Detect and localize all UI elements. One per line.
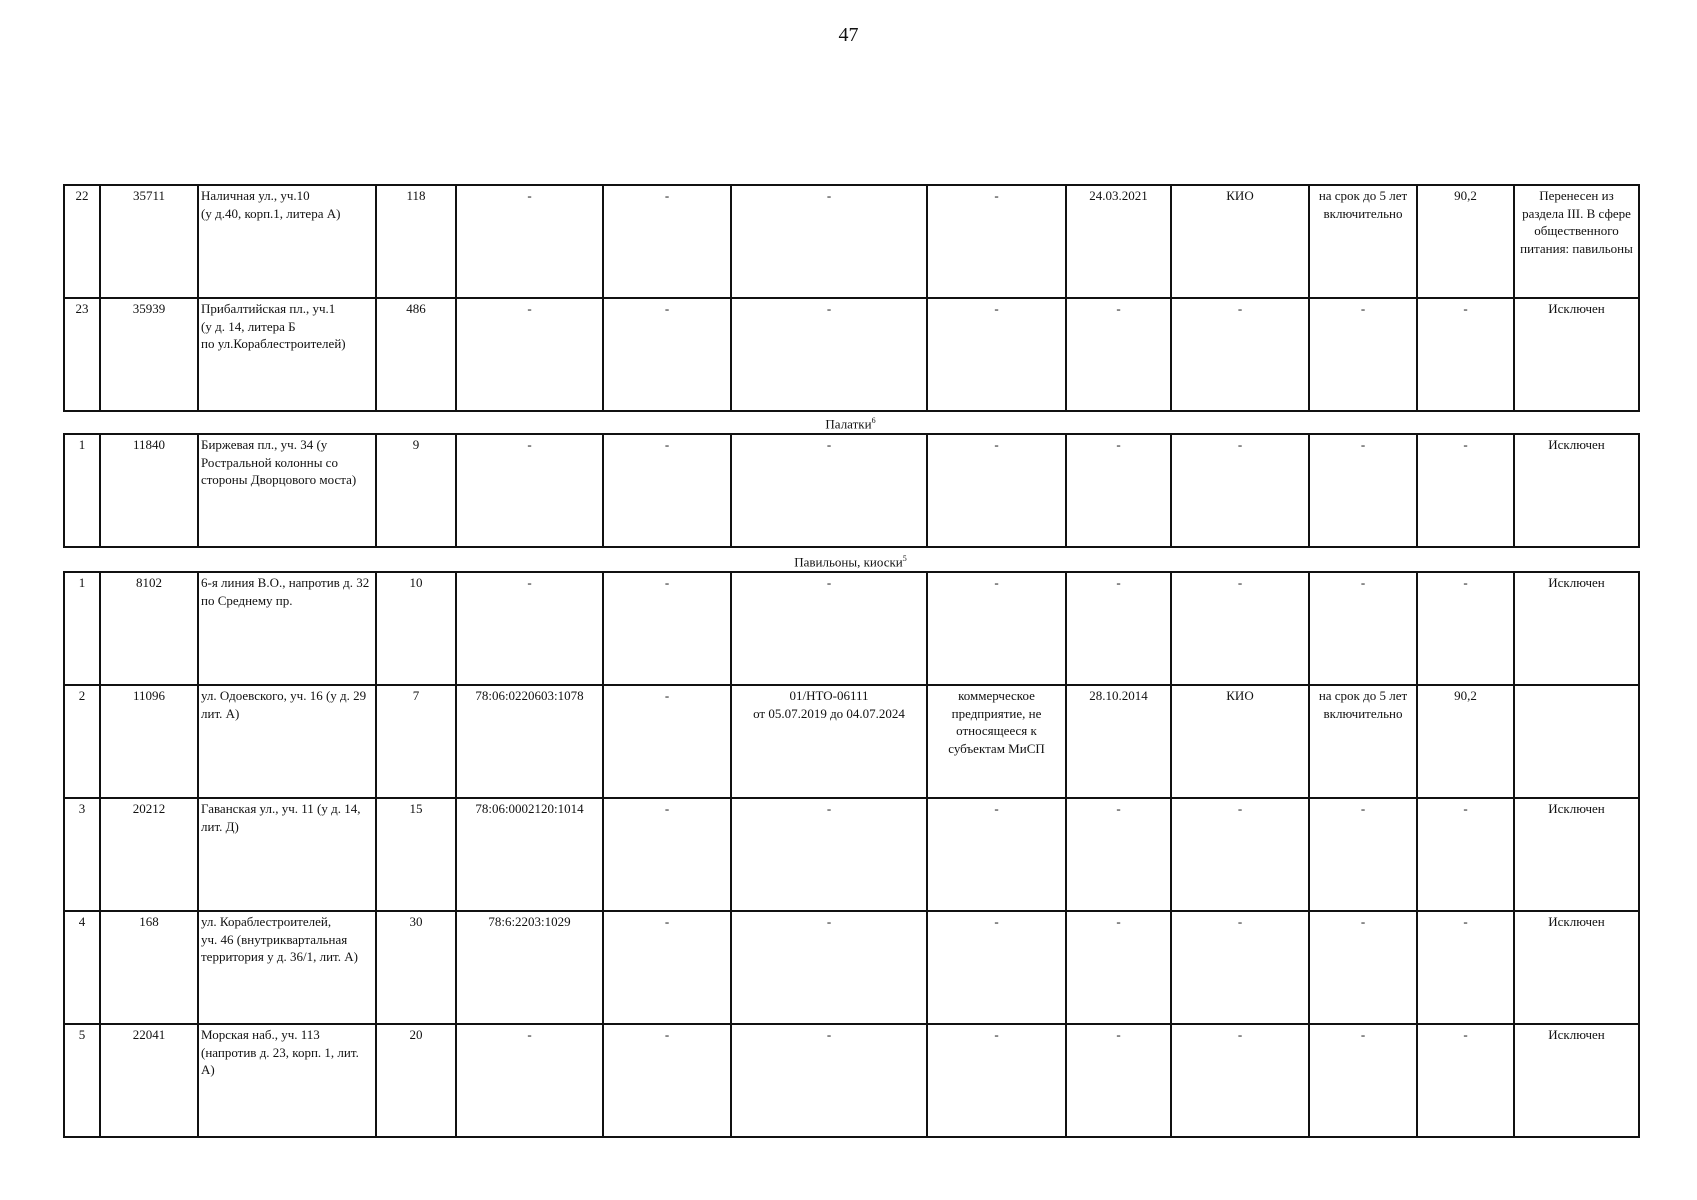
cell-term: -: [1309, 572, 1417, 685]
cell-address: Прибалтийская пл., уч.1 (у д. 14, литера Б по ул.Кораблестроителей): [198, 298, 376, 411]
cell-note: [1514, 685, 1639, 798]
cell-cadastral: -: [456, 572, 603, 685]
section-title-text: Палатки: [825, 416, 872, 432]
cell-note: Исключен: [1514, 911, 1639, 1024]
cell-term: -: [1309, 434, 1417, 547]
cell-subject: -: [927, 434, 1066, 547]
cell-address: ул. Одоевского, уч. 16 (у д. 29 лит. А): [198, 685, 376, 798]
cell-term: -: [1309, 1024, 1417, 1137]
cell-term: -: [1309, 798, 1417, 911]
cell-authority: -: [1171, 434, 1309, 547]
cell-date: 24.03.2021: [1066, 185, 1171, 298]
table-row: [64, 572, 1639, 685]
cell-col6: -: [603, 434, 731, 547]
cell-authority: -: [1171, 1024, 1309, 1137]
cell-term: -: [1309, 911, 1417, 1024]
cell-rate: -: [1417, 798, 1514, 911]
footnote-mark: 5: [902, 554, 907, 563]
cell-cadastral: -: [456, 298, 603, 411]
cell-rate: -: [1417, 572, 1514, 685]
cell-id: 168: [100, 911, 198, 1024]
cell-date: -: [1066, 572, 1171, 685]
cell-date: -: [1066, 1024, 1171, 1137]
cell-area: 9: [376, 434, 456, 547]
cell-authority: -: [1171, 298, 1309, 411]
cell-term: на срок до 5 лет включительно: [1309, 685, 1417, 798]
cell-subject: коммерческое предприятие, не относящееся к субъектам МиСП: [927, 685, 1066, 798]
cell-contract: 01/НТО-06111 от 05.07.2019 до 04.07.2024: [731, 685, 927, 798]
cell-subject: -: [927, 798, 1066, 911]
cell-date: -: [1066, 298, 1171, 411]
section-title-text: Павильоны, киоски: [794, 554, 903, 570]
cell-authority: -: [1171, 572, 1309, 685]
cell-cadastral: -: [456, 434, 603, 547]
cell-rate: -: [1417, 298, 1514, 411]
cell-col6: -: [603, 1024, 731, 1137]
cell-rate: -: [1417, 434, 1514, 547]
registry-table: [63, 571, 1640, 1138]
cell-subject: -: [927, 911, 1066, 1024]
table-row: [64, 911, 1639, 1024]
cell-area: 486: [376, 298, 456, 411]
cell-note: Исключен: [1514, 798, 1639, 911]
cell-date: -: [1066, 798, 1171, 911]
cell-address: 6-я линия В.О., напротив д. 32 по Среднему пр.: [198, 572, 376, 685]
cell-area: 30: [376, 911, 456, 1024]
cell-address: Биржевая пл., уч. 34 (у Ростральной колонны со стороны Дворцового моста): [198, 434, 376, 547]
cell-id: 11096: [100, 685, 198, 798]
cell-area: 20: [376, 1024, 456, 1137]
cell-cadastral: 78:06:0002120:1014: [456, 798, 603, 911]
cell-area: 118: [376, 185, 456, 298]
cell-num: 1: [64, 434, 100, 547]
cell-id: 11840: [100, 434, 198, 547]
cell-term: -: [1309, 298, 1417, 411]
cell-address: ул. Кораблестроителей, уч. 46 (внутриквартальная территория у д. 36/1, лит. А): [198, 911, 376, 1024]
cell-contract: -: [731, 298, 927, 411]
cell-rate: -: [1417, 1024, 1514, 1137]
cell-address: Наличная ул., уч.10 (у д.40, корп.1, литера А): [198, 185, 376, 298]
cell-date: 28.10.2014: [1066, 685, 1171, 798]
registry-table: [63, 184, 1640, 412]
cell-cadastral: 78:06:0220603:1078: [456, 685, 603, 798]
cell-contract: -: [731, 572, 927, 685]
cell-subject: -: [927, 185, 1066, 298]
registry-table: [63, 433, 1640, 548]
cell-contract: -: [731, 185, 927, 298]
cell-id: 35939: [100, 298, 198, 411]
cell-id: 22041: [100, 1024, 198, 1137]
cell-date: -: [1066, 434, 1171, 547]
cell-rate: 90,2: [1417, 685, 1514, 798]
cell-contract: -: [731, 911, 927, 1024]
table-row: [64, 1024, 1639, 1137]
cell-cadastral: 78:6:2203:1029: [456, 911, 603, 1024]
cell-col6: -: [603, 185, 731, 298]
cell-address: Гаванская ул., уч. 11 (у д. 14, лит. Д): [198, 798, 376, 911]
cell-num: 5: [64, 1024, 100, 1137]
cell-cadastral: -: [456, 1024, 603, 1137]
cell-contract: -: [731, 434, 927, 547]
table-row: [64, 798, 1639, 911]
cell-num: 22: [64, 185, 100, 298]
cell-col6: -: [603, 298, 731, 411]
cell-area: 7: [376, 685, 456, 798]
cell-authority: -: [1171, 798, 1309, 911]
cell-date: -: [1066, 911, 1171, 1024]
cell-id: 8102: [100, 572, 198, 685]
table-row: [64, 185, 1639, 298]
cell-rate: -: [1417, 911, 1514, 1024]
cell-col6: -: [603, 798, 731, 911]
cell-area: 15: [376, 798, 456, 911]
cell-col6: -: [603, 911, 731, 1024]
cell-subject: -: [927, 298, 1066, 411]
cell-note: Исключен: [1514, 298, 1639, 411]
cell-subject: -: [927, 1024, 1066, 1137]
cell-contract: -: [731, 798, 927, 911]
cell-cadastral: -: [456, 185, 603, 298]
cell-note: Перенесен из раздела III. В сфере общественного питания: павильоны: [1514, 185, 1639, 298]
cell-col6: -: [603, 572, 731, 685]
section-title: [63, 413, 1638, 432]
table-row: [64, 434, 1639, 547]
cell-authority: КИО: [1171, 685, 1309, 798]
cell-authority: -: [1171, 911, 1309, 1024]
cell-col6: -: [603, 685, 731, 798]
cell-num: 2: [64, 685, 100, 798]
cell-rate: 90,2: [1417, 185, 1514, 298]
table-row: [64, 298, 1639, 411]
cell-id: 35711: [100, 185, 198, 298]
section-title: [63, 551, 1638, 570]
cell-contract: -: [731, 1024, 927, 1137]
cell-authority: КИО: [1171, 185, 1309, 298]
table-row: [64, 685, 1639, 798]
cell-num: 4: [64, 911, 100, 1024]
cell-num: 3: [64, 798, 100, 911]
page-number: 47: [838, 24, 859, 46]
cell-note: Исключен: [1514, 1024, 1639, 1137]
cell-id: 20212: [100, 798, 198, 911]
cell-num: 23: [64, 298, 100, 411]
cell-term: на срок до 5 лет включительно: [1309, 185, 1417, 298]
cell-note: Исключен: [1514, 434, 1639, 547]
cell-note: Исключен: [1514, 572, 1639, 685]
cell-num: 1: [64, 572, 100, 685]
footnote-mark: 6: [871, 416, 876, 425]
cell-subject: -: [927, 572, 1066, 685]
cell-address: Морская наб., уч. 113 (напротив д. 23, корп. 1, лит. А): [198, 1024, 376, 1137]
cell-area: 10: [376, 572, 456, 685]
